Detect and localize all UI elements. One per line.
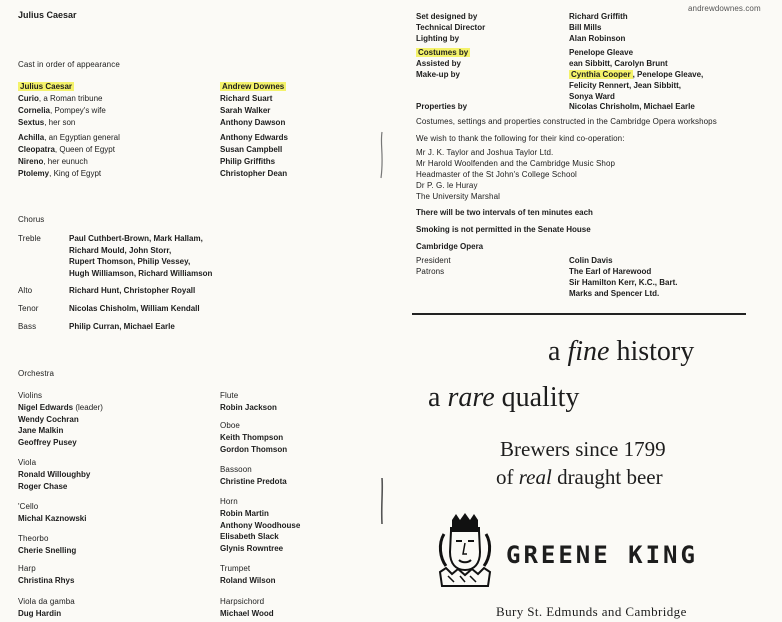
orchestra-player [18, 514, 86, 523]
cast-role [18, 133, 120, 142]
player-name: Elisabeth Slack [220, 532, 279, 541]
thanks-item: The University Marshal [416, 192, 501, 201]
credit-label-text: Costumes by [418, 48, 469, 57]
credit-names: Felicity Rennert, Jean Sibbitt, [569, 81, 682, 90]
credit-label-text: Make-up by [416, 70, 461, 79]
orchestra-section: Viola da gamba [18, 597, 75, 606]
role-description: , a Roman tribune [38, 94, 103, 103]
orchestra-player [220, 521, 300, 530]
cast-actor [220, 118, 285, 127]
player-name: Christina Rhys [18, 576, 75, 585]
chorus-heading: Chorus [18, 215, 45, 224]
role-description: , her eunuch [43, 157, 88, 166]
chorus-members: Richard Mould, John Storr, [69, 245, 172, 255]
orchestra-player [18, 576, 74, 585]
actor-name: Susan Campbell [220, 145, 283, 154]
role-description: , Queen of Egypt [54, 145, 115, 154]
orchestra-player [220, 609, 274, 618]
page-title: Julius Caesar [18, 10, 77, 20]
credit-names: Nicolas Chrisholm, Michael Earle [569, 102, 695, 111]
cast-actor [220, 145, 282, 154]
credit-names: Penelope Gleave [569, 48, 634, 57]
player-name: Wendy Cochran [18, 414, 79, 424]
cast-actor [220, 106, 270, 115]
cast-role [18, 145, 115, 154]
staple-mark-bottom [378, 476, 386, 526]
chorus-voice: Bass [18, 322, 37, 331]
player-name: Michal Kaznowski [18, 514, 87, 523]
player-name: Geoffrey Pusey [18, 437, 77, 447]
cast-role [18, 94, 102, 103]
name-rest: , Penelope Gleave, [632, 70, 704, 79]
player-name: Michael Wood [220, 609, 274, 618]
actor-name: Sarah Walker [220, 106, 271, 115]
cast-actor [220, 94, 272, 103]
intervals-note: There will be two intervals of ten minutes each [416, 208, 593, 217]
orchestra-section: 'Cello [18, 502, 39, 511]
chorus-members: Paul Cuthbert-Brown, Mark Hallam, [69, 234, 203, 243]
role-name: Ptolemy [18, 169, 50, 178]
orchestra-player [220, 477, 287, 486]
ad-line-rare-quality: a rare quality [428, 382, 580, 413]
player-name: Jane Malkin [18, 426, 64, 435]
actor-name: Andrew Downes [222, 82, 285, 91]
credit-label-text: Set designed by [416, 12, 478, 21]
orchestra-section: Theorbo [18, 534, 49, 543]
chorus-members: Hugh Williamson, Richard Williamson [69, 268, 213, 278]
cast-role [18, 169, 101, 178]
ad-line-fine-history: a fine history [548, 336, 695, 367]
orchestra-player [220, 532, 279, 541]
cast-actor [220, 82, 286, 91]
credit-label-text: Assisted by [416, 59, 461, 68]
role-name: Cornelia [18, 106, 51, 115]
credit-label-text: Technical Director [416, 23, 486, 32]
orchestra-player [18, 470, 90, 479]
player-name: Anthony Woodhouse [220, 520, 301, 530]
credit-label [416, 70, 460, 79]
orchestra-player [220, 576, 275, 585]
credit-names: Bill Mills [569, 23, 602, 32]
player-name: Christine Predota [220, 477, 287, 486]
thanks-item: Mr Harold Woolfenden and the Cambridge Music Shop [416, 159, 616, 168]
player-name: Gordon Thomson [220, 444, 288, 454]
credit-label [416, 102, 467, 111]
orchestra-section: Violins [18, 391, 43, 400]
orchestra-section: Flute [220, 391, 239, 400]
leader-note: (leader) [73, 403, 103, 412]
role-description: , King of Egypt [49, 169, 102, 178]
brand-location: Bury St. Edmunds and Cambridge [496, 604, 687, 619]
role-name: Cleopatra [18, 145, 55, 154]
credit-label-text: Lighting by [416, 34, 460, 43]
orchestra-player [18, 438, 77, 447]
orchestra-player [18, 546, 76, 555]
chorus-members: Rupert Thomson, Philip Vessey, [69, 257, 191, 266]
credit-names [569, 70, 703, 79]
orchestra-section: Viola [18, 458, 37, 467]
role-description: , an Egyptian general [44, 133, 120, 142]
role-name: Julius Caesar [20, 82, 73, 91]
role-description: , Pompey's wife [50, 106, 106, 115]
smoking-note: Smoking is not permitted in the Senate House [416, 225, 591, 234]
patron-name: Marks and Spencer Ltd. [569, 289, 660, 298]
king-head-icon [434, 512, 496, 590]
thanks-item: Headmaster of the St John's College School [416, 170, 577, 179]
patron-name: The Earl of Harewood [569, 267, 652, 276]
orchestra-player [220, 544, 283, 553]
actor-name: Richard Suart [220, 94, 273, 103]
orchestra-player [18, 609, 61, 618]
role-description: , her son [44, 118, 76, 127]
orchestra-player [220, 403, 277, 412]
player-name: Robin Martin [220, 509, 269, 518]
credit-names: Richard Griffith [569, 12, 628, 21]
credit-label [416, 12, 477, 21]
cast-actor [220, 169, 287, 178]
brand-name: GREENE KING [506, 541, 698, 569]
orchestra-section: Oboe [220, 421, 240, 430]
credit-names: Sonya Ward [569, 92, 615, 101]
chorus-members: Richard Hunt, Christopher Royall [69, 286, 196, 295]
credit-label-text: Properties by [416, 102, 468, 111]
role-name: Sextus [18, 118, 45, 127]
cast-heading: Cast in order of appearance [18, 60, 120, 69]
ad-line-brewers: Brewers since 1799 [500, 437, 666, 461]
role-name: Achilla [18, 133, 45, 142]
thanks-item: Mr J. K. Taylor and Joshua Taylor Ltd. [416, 148, 554, 157]
president-name: Colin Davis [569, 256, 613, 265]
orchestra-section: Trumpet [220, 564, 251, 573]
watermark: andrewdownes.com [688, 4, 761, 13]
divider-rule [412, 313, 746, 315]
credit-names: ean Sibbitt, Carolyn Brunt [569, 59, 668, 68]
costumes-note: Costumes, settings and properties constructed in the Cambridge Opera workshops [416, 117, 717, 126]
patron-name: Sir Hamilton Kerr, K.C., Bart. [569, 278, 678, 287]
cast-role [18, 157, 88, 166]
player-name: Keith Thompson [220, 433, 284, 442]
player-name: Ronald Willoughby [18, 470, 91, 479]
orchestra-player [18, 426, 63, 435]
highlighted-name: Cynthia Cooper [571, 70, 631, 79]
credit-label [416, 34, 459, 43]
staple-mark-top [378, 130, 386, 180]
actor-name: Anthony Edwards [220, 133, 289, 142]
orchestra-section: Bassoon [220, 465, 252, 474]
president-label: President [416, 256, 451, 265]
actor-name: Anthony Dawson [220, 118, 286, 127]
chorus-voice: Treble [18, 234, 41, 243]
ad-line-real-beer: of real draught beer [496, 465, 663, 489]
orchestra-section: Harpsichord [220, 597, 265, 606]
orchestra-player [220, 445, 287, 454]
chorus-members: Philip Curran, Michael Earle [69, 322, 175, 331]
player-name: Cherie Snelling [18, 546, 77, 555]
player-name: Roland Wilson [220, 576, 276, 585]
orchestra-section: Horn [220, 497, 238, 506]
role-name: Curio [18, 94, 39, 103]
orchestra-player [18, 482, 67, 491]
cast-role [18, 118, 75, 127]
chorus-voice: Alto [18, 286, 33, 295]
orchestra-player [18, 415, 79, 424]
role-name: Nireno [18, 157, 44, 166]
player-name: Robin Jackson [220, 403, 277, 412]
cast-role [18, 82, 74, 91]
player-name: Nigel Edwards [18, 403, 74, 412]
orchestra-heading: Orchestra [18, 369, 55, 378]
thanks-intro: We wish to thank the following for their kind co-operation: [416, 134, 625, 143]
credit-label [416, 23, 485, 32]
credit-label [416, 48, 470, 57]
credit-names: Alan Robinson [569, 34, 626, 43]
orchestra-section: Harp [18, 564, 36, 573]
patrons-label: Patrons [416, 267, 445, 276]
orchestra-player [220, 433, 283, 442]
cambridge-opera-heading: Cambridge Opera [416, 242, 484, 251]
thanks-item: Dr P. G. le Huray [416, 181, 478, 190]
cast-actor [220, 133, 288, 142]
cast-role [18, 106, 106, 115]
orchestra-player [220, 509, 269, 518]
player-name: Glynis Rowntree [220, 543, 284, 553]
credit-label [416, 59, 461, 68]
orchestra-player [18, 403, 103, 412]
player-name: Dug Hardin [18, 609, 62, 618]
actor-name: Christopher Dean [220, 169, 288, 178]
player-name: Roger Chase [18, 481, 68, 491]
chorus-voice: Tenor [18, 304, 39, 313]
actor-name: Philip Griffiths [220, 157, 276, 166]
cast-actor [220, 157, 275, 166]
chorus-members: Nicolas Chisholm, William Kendall [69, 304, 200, 313]
